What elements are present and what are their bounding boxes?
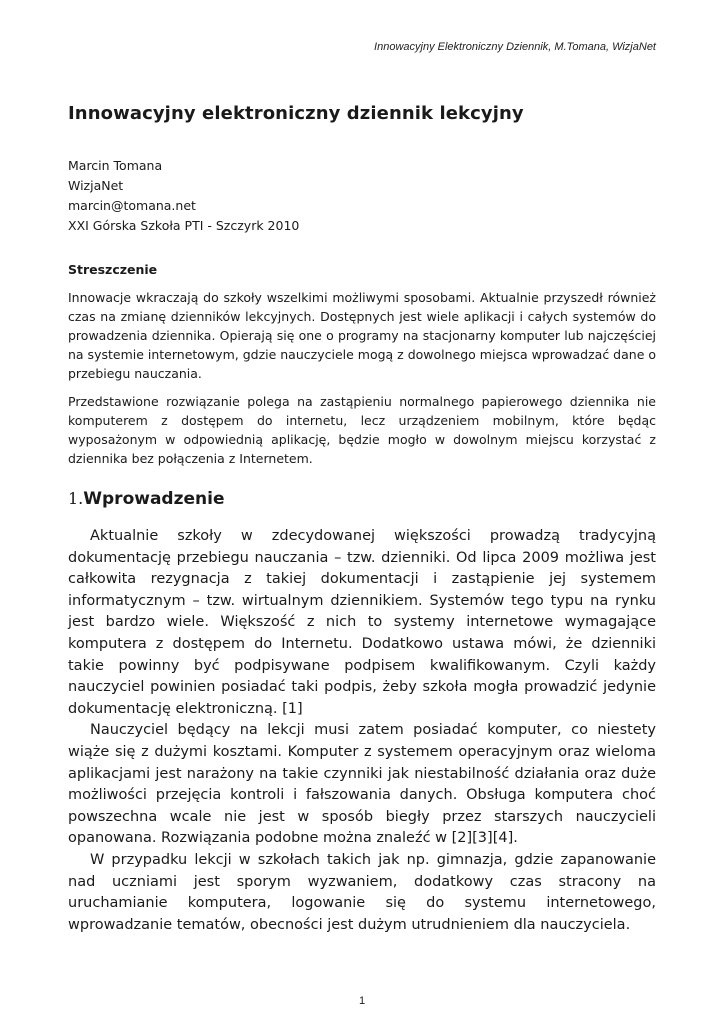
author-affiliation: WizjaNet (68, 178, 124, 193)
conference-name: XXI Górska Szkoła PTI - Szczyrk 2010 (68, 218, 300, 233)
abstract-paragraph: Innowacje wkraczają do szkoły wszelkimi możliwymi sposobami. Aktualnie przyszedł również czas na zmianę dzienników lekcyjnych. Dostępnych jest wiele aplikacji i całych systemów do prowadzenia dziennika. Opierają się one o programy na stacjonarny komputer lub najczęściej na systemie internetowym, gdzie nauczyciele mogą z dowolnego miejsca wprowadzać dane o przebiegu nauczania. (68, 290, 657, 381)
page-number: 1 (358, 995, 366, 1007)
section-heading (68, 489, 224, 509)
body-paragraph: W przypadku lekcji w szkołach takich jak np. gimnazja, gdzie zapanowanie nad uczniami jest sporym wyzwaniem, dodatkowy czas stracony na uruchamianie komputera, logowanie się do systemu internetowego, wprowadzanie tematów, obecności jest dużym utrudnieniem dla nauczyciela. (68, 851, 656, 933)
running-header: Innowacyjny Elektroniczny Dziennik, M.Tomana, WizjaNet (374, 41, 656, 53)
abstract-heading: Streszczenie (68, 262, 158, 277)
paper-title: Innowacyjny elektroniczny dziennik lekcyjny (68, 103, 524, 124)
body-paragraph: Nauczyciel będący na lekcji musi zatem posiadać komputer, co niestety wiąże się z dużymi kosztami. Komputer z systemem operacyjnym oraz wieloma aplikacjami jest narażony na takie czynniki jak niestabilność działania oraz duże możliwości przejęcia kontroli i fałszowania danych. Obsługa komputera choć powszechna wcale nie jest w sposób biegły przez starszych nauczycieli opanowana. Rozwiązania podobne można znaleźć w [2][3][4]. (68, 722, 656, 847)
body-paragraph: Aktualnie szkoły w zdecydowanej większości prowadzą tradycyjną dokumentację przebiegu nauczania – tzw. dzienniki. Od lipca 2009 możliwa jest całkowita rezygnacja z takiej dokumentacji i zastąpienie jej systemem informatycznym – tzw. wirtualnym dziennikiem. Systemów tego typu na rynku jest bardzo wiele. Większość z nich to systemy internetowe wymagające komputera z dostępem do Internetu. Dodatkowo ustawa mówi, że dzienniki takie powinny być podpisywane podpisem kwalifikowanym. Czyli każdy nauczyciel powinien posiadać taki podpis, żeby szkoła mogła prowadzić jedynie dokumentację elektroniczną. [1] (68, 528, 656, 717)
author-email: marcin@tomana.net (68, 198, 196, 213)
author-block (68, 156, 299, 236)
section-title: Wprowadzenie (83, 489, 225, 509)
abstract (68, 288, 656, 477)
abstract-paragraph: Przedstawione rozwiązanie polega na zastąpieniu normalnego papierowego dziennika nie komputerem z dostępem do internetu, lecz urządzeniem mobilnym, które będąc wyposażonym w odpowiednią aplikację, będzie mogło w dowolnym miejscu korzystać z dziennika bez połączenia z Internetem. (68, 394, 656, 466)
author-name: Marcin Tomana (68, 158, 163, 173)
section-number: 1. (68, 489, 84, 508)
section-body (68, 526, 656, 936)
